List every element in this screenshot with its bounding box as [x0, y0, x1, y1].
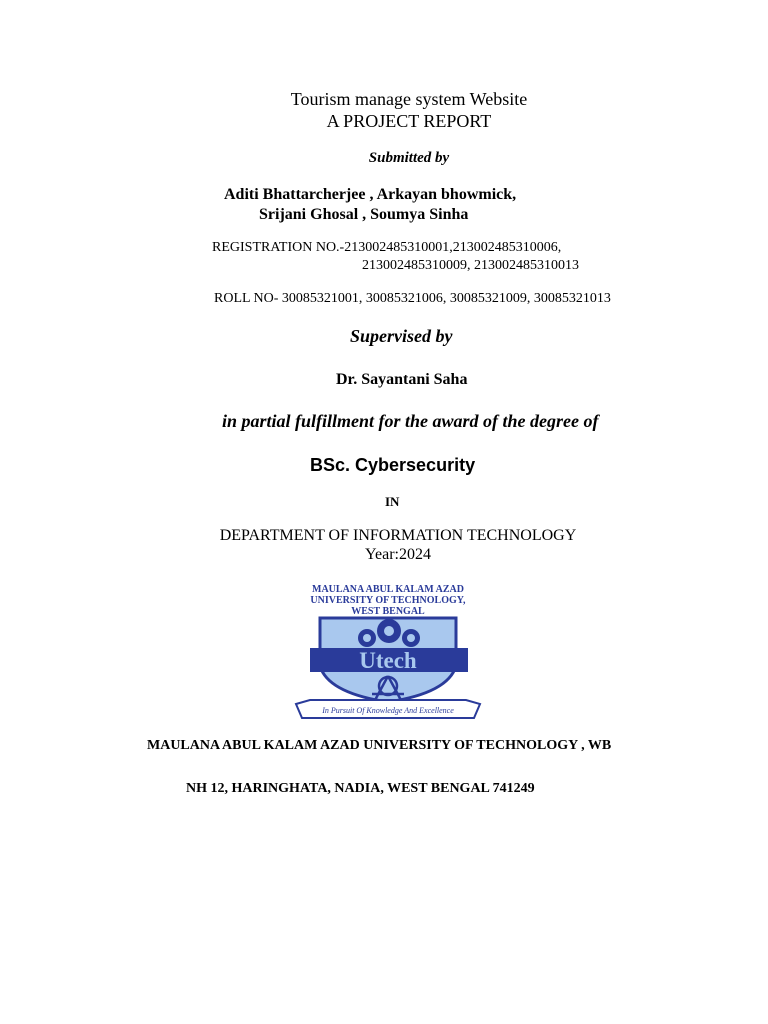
- supervised-by-label: Supervised by: [350, 326, 453, 346]
- authors-line-2: Srijani Ghosal , Soumya Sinha: [259, 206, 469, 223]
- logo-motto: In Pursuit Of Knowledge And Excellence: [322, 706, 454, 715]
- supervisor-name: Dr. Sayantani Saha: [336, 371, 468, 388]
- university-address: NH 12, HARINGHATA, NADIA, WEST BENGAL 741249: [186, 781, 535, 796]
- university-name: MAULANA ABUL KALAM AZAD UNIVERSITY OF TECHNOLOGY , WB: [147, 738, 612, 753]
- report-year: Year:2024: [365, 546, 431, 563]
- logo-header-line-1: MAULANA ABUL KALAM AZAD: [312, 584, 464, 595]
- registration-line-1: REGISTRATION NO.-213002485310001,213002485310006,: [212, 240, 562, 255]
- in-label: IN: [385, 494, 400, 509]
- submitted-by-label: Submitted by: [368, 150, 450, 166]
- report-subtitle: A PROJECT REPORT: [326, 111, 492, 131]
- authors-line-1: Aditi Bhattarcherjee , Arkayan bhowmick,: [224, 186, 517, 203]
- degree-name: BSc. Cybersecurity: [310, 455, 476, 475]
- registration-line-2: 213002485310009, 213002485310013: [362, 258, 579, 273]
- logo-name: Utech: [359, 648, 417, 673]
- logo-header-line-2: UNIVERSITY OF TECHNOLOGY,: [310, 595, 466, 606]
- logo-header-line-3: WEST BENGAL: [351, 606, 425, 617]
- fulfillment-statement: in partial fulfillment for the award of the degree of: [222, 411, 599, 431]
- report-title: Tourism manage system Website: [290, 89, 528, 109]
- university-logo: [290, 578, 486, 726]
- department-name: DEPARTMENT OF INFORMATION TECHNOLOGY: [219, 527, 577, 544]
- roll-number: ROLL NO- 30085321001, 30085321006, 30085321009, 30085321013: [214, 291, 611, 306]
